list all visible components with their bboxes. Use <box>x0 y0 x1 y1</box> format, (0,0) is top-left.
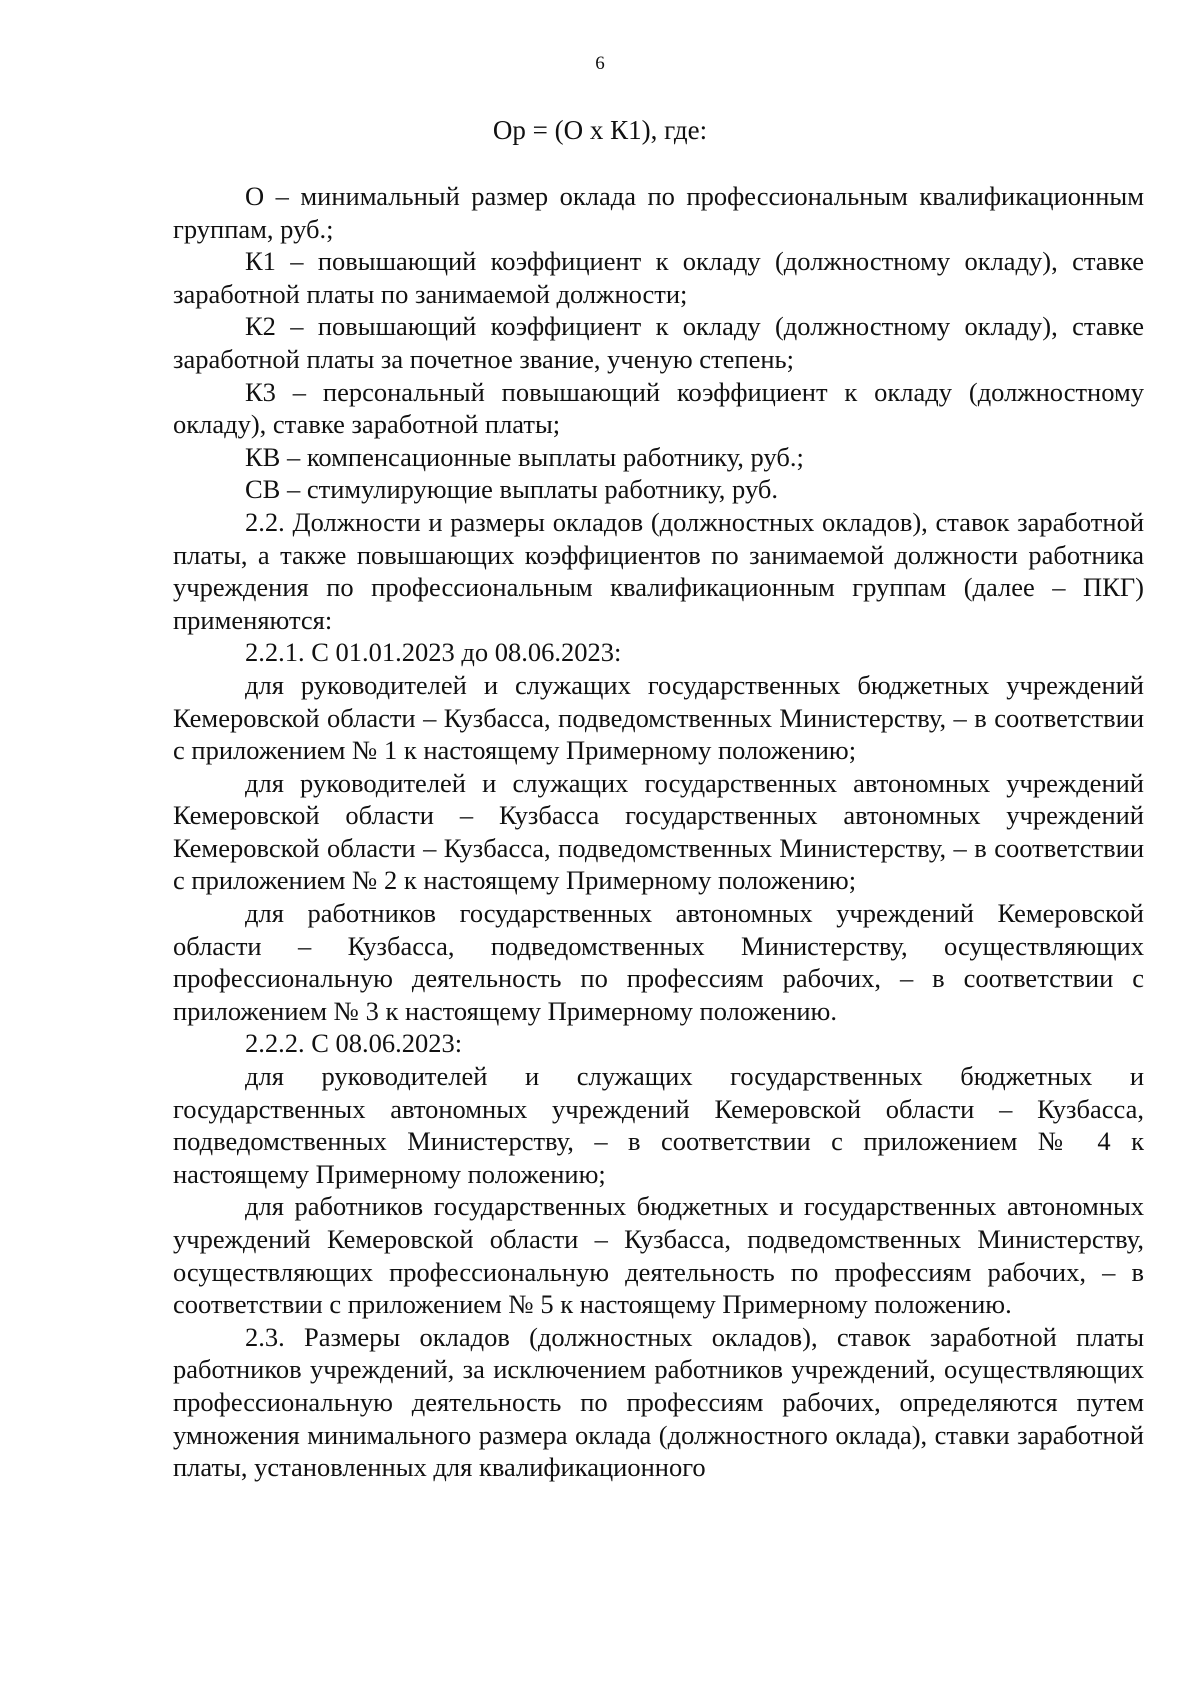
definition-sv: СВ – стимулирующие выплаты работнику, руб. <box>245 474 778 505</box>
section-2-2: 2.2. Должности и размеры окладов (должностных окладов), ставок заработной платы, а также повышающих коэффициентов по занимаемой должности работника учреждения по профессиональным квалификационным группам (далее – ПКГ) применяются: <box>173 506 1144 635</box>
section-2-3: 2.3. Размеры окладов (должностных окладов), ставок заработной платы работников учреждений, за исключением работников учреждений, осуществляющих профессиональную деятельность по профессиям рабочих, определяются путем умножения минимального размера оклада (должностного оклада), ставки заработной платы, установленных для квалификационного <box>173 1321 1144 1483</box>
section-2-2-2-heading: 2.2.2. С 08.06.2023: <box>245 1028 463 1059</box>
definition-kv: КВ – компенсационные выплаты работнику, руб.; <box>245 441 804 472</box>
page-number: 6 <box>595 53 605 74</box>
section-2-2-1-item-3: для работников государственных автономных учреждений Кемеровской области – Кузбасса, подведомственных Министерству, осуществляющих профессиональную деятельность по профессиям рабочих, – в соответствии с приложением № 3 к настоящему Примерному положению. <box>173 898 1144 1026</box>
definition-k1: К1 – повышающий коэффициент к окладу (должностному окладу), ставке заработной платы по занимаемой должности; <box>173 246 1144 309</box>
section-2-2-1-item-1: для руководителей и служащих государственных бюджетных учреждений Кемеровской области – Кузбасса, подведомственных Министерству, – в соответствии с приложением № 1 к настоящему Примерному положению; <box>173 669 1144 766</box>
section-2-2-1-heading: 2.2.1. С 01.01.2023 до 08.06.2023: <box>245 637 622 668</box>
definition-o: О – минимальный размер оклада по профессиональным квалификационным группам, руб.; <box>173 181 1144 244</box>
section-2-2-1-item-2: для руководителей и служащих государственных автономных учреждений Кемеровской области – Кузбасса государственных автономных учреждений Кемеровской области – Кузбасса, подведомственных Министерству, – в соответствии с приложением № 2 к настоящему Примерному положению; <box>173 767 1144 896</box>
formula: Ор = (О х К1), где: <box>492 115 708 145</box>
section-2-2-2-item-1: для руководителей и служащих государственных бюджетных и государственных автономных учреждений Кемеровской области – Кузбасса, подведомственных Министерству, – в соответствии с приложением № 4 к настоящему Примерному положению; <box>173 1061 1144 1189</box>
document-body <box>173 180 1144 1484</box>
definition-k2: К2 – повышающий коэффициент к окладу (должностному окладу), ставке заработной платы за почетное звание, ученую степень; <box>173 311 1144 374</box>
section-2-2-2-item-2: для работников государственных бюджетных и государственных автономных учреждений Кемеровской области – Кузбасса, подведомственных Министерству, осуществляющих профессиональную деятельность по профессиям рабочих, – в соответствии с приложением № 5 к настоящему Примерному положению. <box>173 1191 1144 1320</box>
definition-k3: К3 – персональный повышающий коэффициент к окладу (должностному окладу), ставке заработной платы; <box>173 376 1144 440</box>
